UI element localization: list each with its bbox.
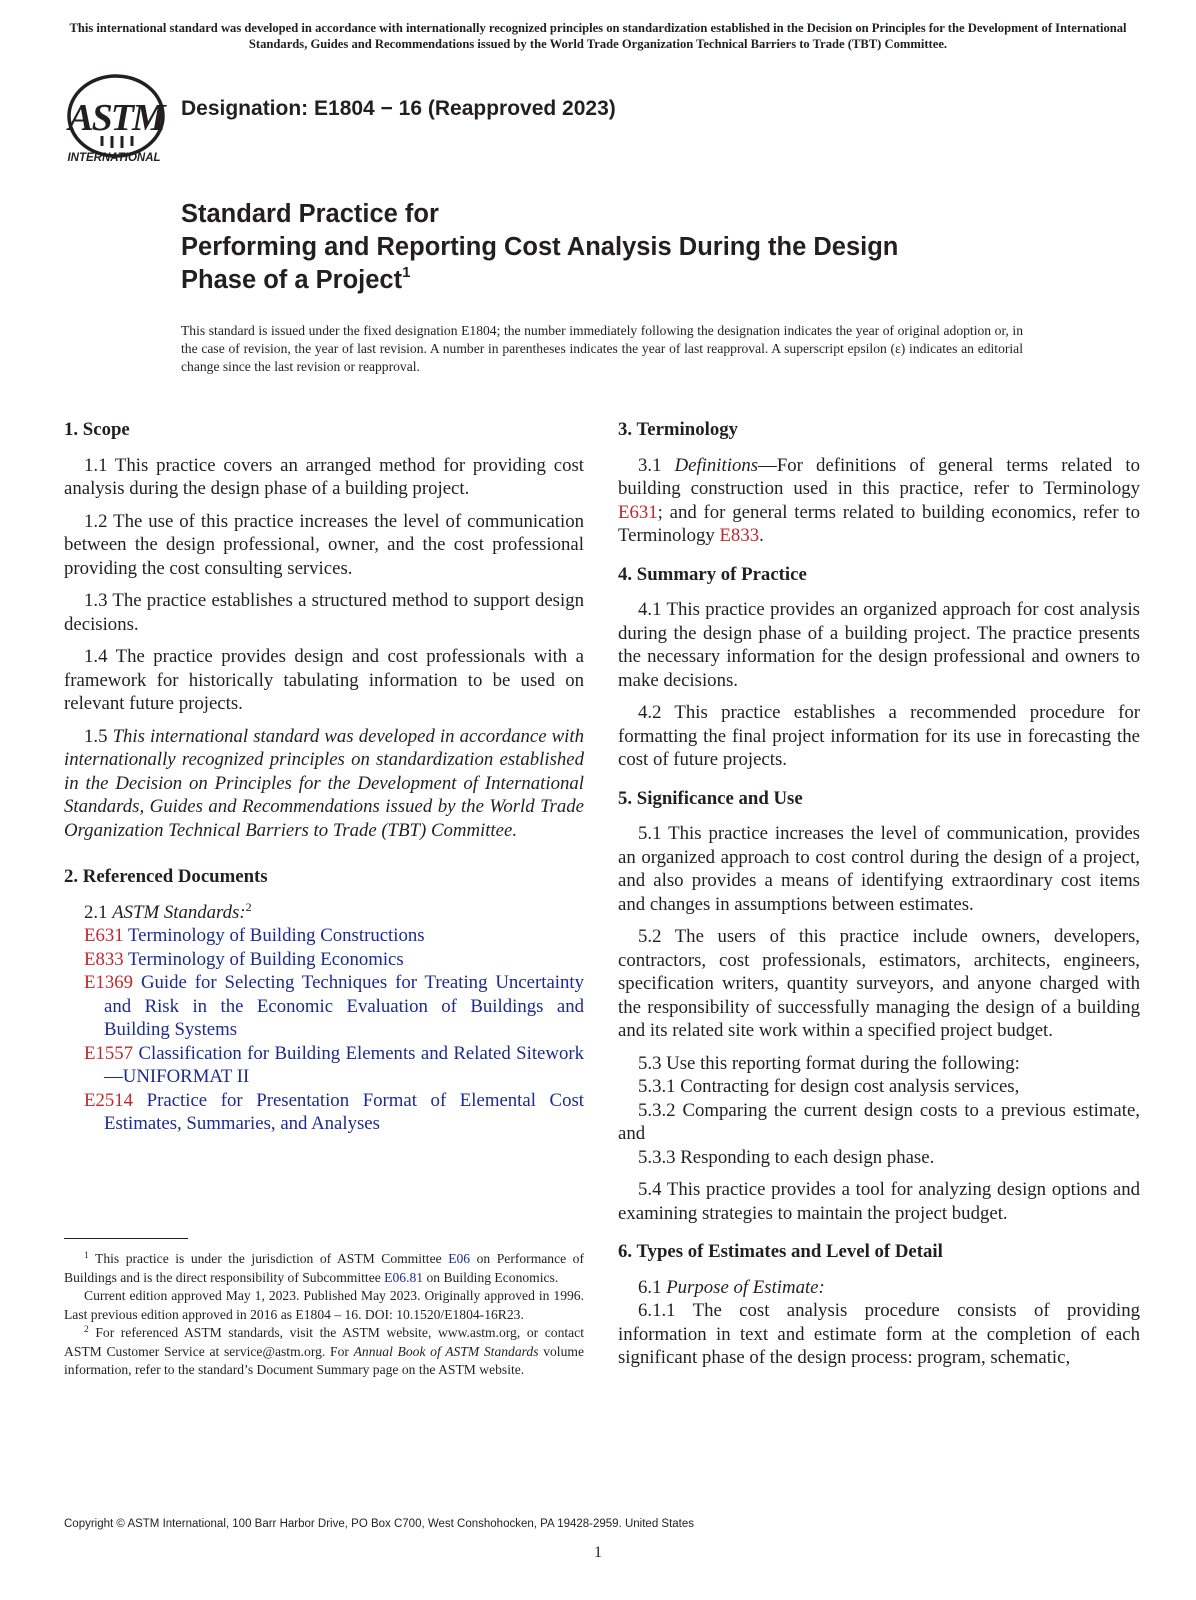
summary-heading: 4. Summary of Practice [618,563,807,585]
footnote-1-text-c: on Building Economics. [423,1269,559,1285]
referenced-footnote-mark: 2 [245,899,252,914]
ref-e1369-code[interactable]: E1369 [84,972,134,993]
terminology-term: Definitions [674,454,759,476]
footnotes [64,1250,584,1380]
issued-note: This standard is issued under the fixed designation E1804; the number immediately following the designation indicates the year of original adoption or, in the case of revision, the year of last revision. A number in parentheses indicates the year of last reapproval. A superscript epsilon (ε) indicates an editorial change since the last revision or reapproval. [181,323,1023,374]
significance-5-3: 5.3 Use this reporting format during the following: [638,1052,1020,1074]
terminology-3-1 [618,454,1140,548]
types-6-1-1: 6.1.1 The cost analysis procedure consists of providing information in text and estimate form at the completion of each significant phase of the design process: program, schematic, [618,1300,1140,1368]
summary-4-1: 4.1 This practice provides an organized approach for cost analysis during the design phase of a building project. The practice presents the necessary information for the design professional and owners to make decisions. [618,599,1140,691]
terminology-3-1-number: 3.1 [638,454,662,476]
ref-e833-code[interactable]: E833 [84,948,124,970]
significance-5-2: 5.2 The users of this practice include owners, developers, contractors, cost professionals, estimators, architects, engineers, specification writers, quantity surveyors, and anyone charged with the responsibility of successfully managing the design of a building and its related site work within a specified project budget. [618,926,1140,1041]
summary-4-2: 4.2 This practice establishes a recommended procedure for formatting the final project information for its use in forecasting the cost of future projects. [618,702,1140,770]
significance-5-3-1: 5.3.1 Contracting for design cost analysis services, [638,1076,1020,1097]
ref-e833[interactable] [64,948,584,972]
footnote-1-edition: Current edition approved May 1, 2023. Published May 2023. Originally approved in 1996. Last previous edition approved in 2016 as E1804 – 16. DOI: 10.1520/E1804-16R23. [64,1288,584,1322]
types-6-1-number: 6.1 [638,1276,662,1298]
scope-1-3: 1.3 The practice establishes a structured method to support design decisions. [64,590,584,635]
page-number: 1 [594,1544,602,1561]
significance-5-1: 5.1 This practice increases the level of communication, provides an organized approach to cost control during the design of a project, and also provides a means of identifying extraordinary cost items and changes in assumptions between estimates. [618,823,1140,915]
types-6-1-label: Purpose of Estimate: [666,1276,825,1298]
footnote-rule [64,1238,188,1239]
title-line-3-text: Phase of a Project [181,266,403,294]
ref-e2514-title[interactable]: Practice for Presentation Format of Elemental Cost Estimates, Summaries, and Analyses [104,1089,584,1134]
types-heading: 6. Types of Estimates and Level of Detail [618,1241,943,1262]
astm-logo [64,72,168,164]
types-6-1 [618,1276,1140,1300]
scope-1-1: 1.1 This practice covers an arranged method for providing cost analysis during the design phase of a building project. [64,454,584,499]
scope-heading: 1. Scope [64,419,130,440]
significance-5-3-3: 5.3.3 Responding to each design phase. [638,1146,935,1168]
scope-1-5-number: 1.5 [84,725,108,747]
terminology-e833-link[interactable]: E833 [719,525,760,546]
logo-label: INTERNATIONAL [67,152,161,164]
terminology-e631-link[interactable]: E631 [618,501,658,523]
footnote-1 [64,1250,584,1287]
title-line-2: Performing and Reporting Cost Analysis During the Design [181,233,899,261]
logo-mark: ASTM [68,97,164,139]
ref-e2514-code[interactable]: E2514 [84,1089,134,1111]
referenced-2-1-number: 2.1 [84,901,108,923]
title-line-1: Standard Practice for [181,200,439,228]
referenced-2-1 [64,901,584,925]
copyright: Copyright © ASTM International, 100 Barr Harbor Drive, PO Box C700, West Conshohocken, PA 19428-2959. United States [64,1518,695,1530]
significance-5-4: 5.4 This practice provides a tool for analyzing design options and examining strategies to maintain the project budget. [618,1179,1140,1224]
footnote-1-mark: 1 [84,1251,89,1261]
footnote-2-text-a: For referenced ASTM standards, visit the ASTM website, www.astm.org, or contact ASTM Customer Service at service@astm.org. For [64,1325,584,1359]
ref-e1557-title[interactable]: Classification for Building Elements and Related Sitework—UNIFORMAT II [104,1042,584,1087]
scope-1-4: 1.4 The practice provides design and cost professionals with a framework for historically tabulating information to be used on relevant future projects. [64,646,584,714]
ref-e833-title[interactable]: Terminology of Building Economics [128,948,404,970]
terminology-heading: 3. Terminology [618,419,739,440]
ref-e1557-code[interactable]: E1557 [84,1042,134,1064]
scope-1-5-text: This international standard was developed in accordance with internationally recognized principles on standardization established in the Decision on Principles for the Development of International Standards, Guides and Recommendations issued by the World Trade Organization Technical Barriers to Trade (TBT) Committee. [64,725,584,841]
footnote-1-subcommittee-link[interactable]: E06.81 [384,1269,424,1285]
ref-e1369-title[interactable]: Guide for Selecting Techniques for Treating Uncertainty and Risk in the Economic Evaluation of Buildings and Building Systems [104,972,584,1040]
footnote-2-mark: 2 [84,1325,89,1335]
document-title [181,198,1081,297]
ref-e631-title[interactable]: Terminology of Building Constructions [128,925,425,946]
significance-5-3-2: 5.3.2 Comparing the current design costs to a previous estimate, and [618,1099,1140,1144]
ref-e1369[interactable] [64,971,584,1042]
footnote-2-book-title: Annual Book of ASTM Standards [353,1343,539,1359]
right-column [618,418,1140,1379]
designation: Designation: E1804 − 16 (Reapproved 2023) [181,97,616,120]
scope-1-5 [64,725,584,843]
footnote-1-committee-link[interactable]: E06 [448,1251,471,1266]
ref-e631-code[interactable]: E631 [84,925,124,946]
footnote-2-text-b: volume information, refer to the standard’s Document Summary page on the ASTM website. [64,1343,584,1377]
ref-e2514[interactable] [64,1089,584,1136]
title-footnote-mark: 1 [402,264,411,281]
footnote-2 [64,1324,584,1380]
top-notice: This international standard was developed in accordance with internationally recognized principles on standardization established in the Decision on Principles for the Development of International Standards, Guides and Recommendations issued by the World Trade Organization Technical Barriers to Trade (TBT) Committee. [69,21,1127,51]
referenced-2-1-label: ASTM Standards: [112,901,246,923]
terminology-text-b: ; and for general terms related to building economics, refer to Terminology [618,501,1140,546]
footnote-1-text-a: This practice is under the jurisdiction of ASTM Committee [95,1251,449,1266]
ref-e1557[interactable] [64,1042,584,1089]
significance-heading: 5. Significance and Use [618,787,803,809]
left-column [64,418,584,1136]
referenced-heading: 2. Referenced Documents [64,866,268,887]
ref-e631[interactable] [64,924,584,948]
scope-1-2: 1.2 The use of this practice increases the level of communication between the design professional, owner, and the cost professional providing the cost consulting services. [64,510,584,579]
terminology-text-c: . [759,525,764,546]
terminology-text-a: —For definitions of general terms related to building construction used in this practice, refer to Terminology [618,454,1140,499]
title-line-3 [181,264,1081,297]
footnote-1-text-b: on Performance of Buildings and is the direct responsibility of Subcommittee [64,1251,585,1285]
